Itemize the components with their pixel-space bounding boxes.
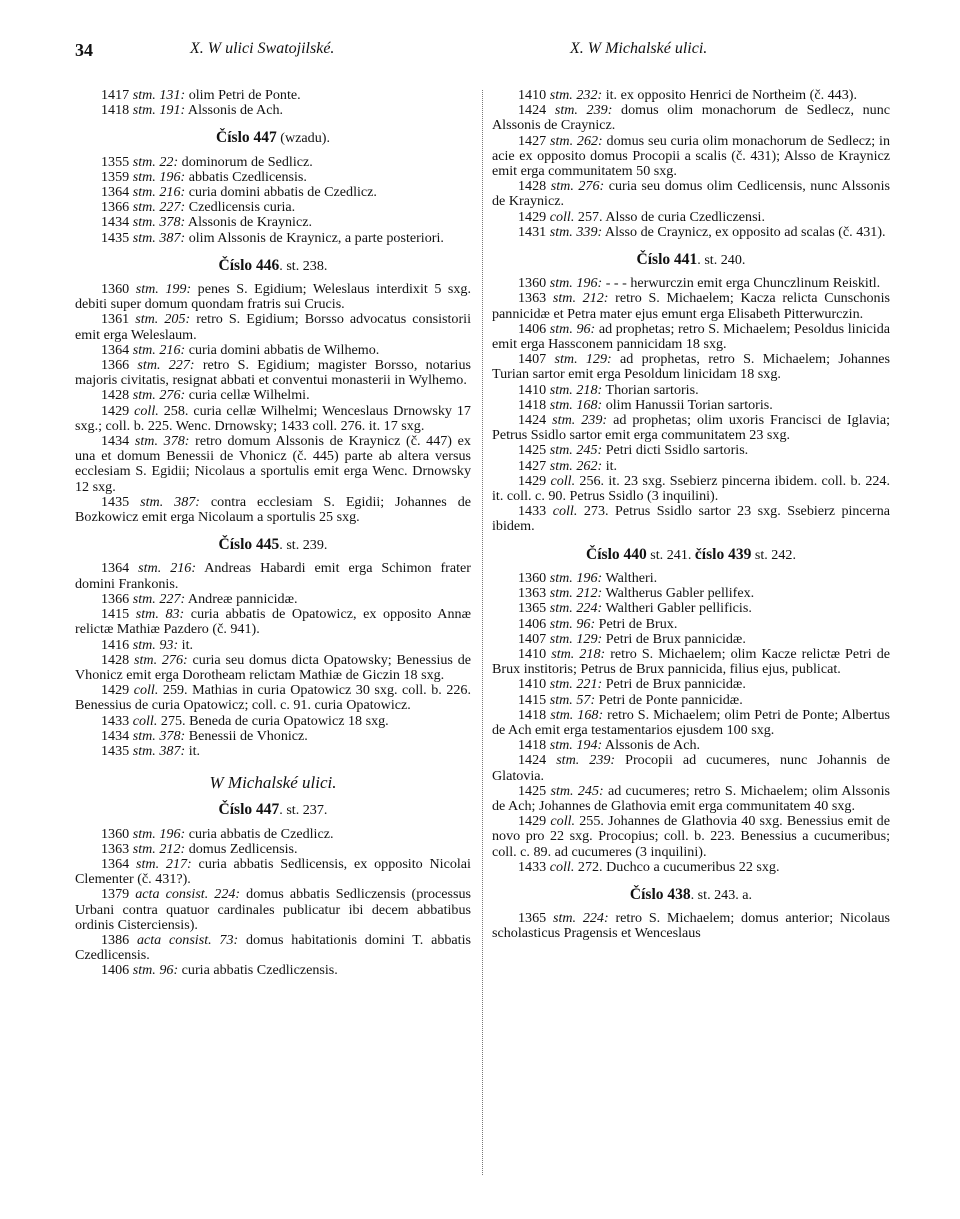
entry-text: retro S. Michaelem; olim Kacze relictæ Petri de Brux institoris; Petrus de Brux pannicida, filius ejus, publicat. — [492, 645, 890, 678]
entry — [75, 714, 471, 729]
section-441 — [492, 276, 890, 534]
entry-text: ad cucumeres; retro S. Michaelem; olim Alssonis de Ach; Johannes de Glathovia emit erga communitatem 40 sxg. — [492, 782, 890, 814]
entry-source: stm. 212: — [132, 840, 186, 857]
entry — [492, 860, 890, 875]
heading-number: Číslo 447 — [218, 801, 280, 819]
entry-text: 257. Alsso de curia Czedliczensi. — [574, 208, 765, 225]
entry — [75, 638, 471, 653]
entry-year: 1434 — [101, 727, 133, 744]
entry — [75, 434, 471, 495]
entry-source: stm. 216: — [132, 184, 186, 201]
entry — [75, 231, 471, 246]
entry-source: stm. 83: — [135, 606, 185, 623]
entry-source: stm. 196: — [549, 569, 603, 586]
section-heading — [75, 802, 471, 818]
entry-text: dominorum de Sedlicz. — [178, 153, 313, 170]
entry-year: 1429 — [101, 682, 134, 699]
entry-year: 1363 — [518, 585, 550, 602]
section-447 — [75, 827, 471, 979]
entry-source: stm. 387: — [132, 229, 186, 246]
entry-source: coll. — [549, 858, 575, 875]
entry-source: stm. 339: — [549, 223, 603, 240]
heading-rest: . st. 239. — [279, 537, 328, 554]
entry-year: 1410 — [518, 381, 550, 398]
entry-year: 1425 — [518, 442, 550, 459]
entry-source: stm. 194: — [549, 737, 603, 754]
entry — [75, 592, 471, 607]
entry-source: stm. 22: — [132, 153, 179, 170]
entry — [492, 708, 890, 738]
entry-source: stm. 239: — [552, 412, 608, 429]
entry-year: 1435 — [101, 742, 133, 759]
entry-text: penes S. Egidium; Weleslaus interdixit 5 sxg. debiti super domum quondam fratris sui Crucis. — [75, 281, 471, 313]
entry-year: 1416 — [101, 636, 133, 653]
entry-year: 1355 — [101, 153, 133, 170]
running-head-left: X. W ulici Swatojilské. — [190, 40, 335, 57]
entry — [75, 155, 471, 170]
entry-year: 1410 — [518, 87, 550, 103]
entry-text: Benessii de Vhonicz. — [185, 727, 308, 744]
entry — [75, 312, 471, 342]
entry-year: 1434 — [101, 433, 135, 450]
entry — [492, 322, 890, 352]
entry-source: stm. 276: — [133, 651, 188, 668]
entry-year: 1365 — [518, 600, 550, 617]
entry-year: 1433 — [518, 503, 553, 520]
entry-text: domus olim monachorum de Sedlecz, nunc Alssonis de Craynicz. — [492, 102, 891, 134]
section-438 — [492, 911, 890, 941]
entry-year: 1365 — [518, 910, 553, 927]
entry-text: curia seu domus dicta Opatowsky; Benessius de Vhonicz emit erga Dorotheam relictam Mathiæ de Giczin 18 sxg. — [75, 651, 471, 683]
entry-text: olim Hanussii Torian sartoris. — [602, 396, 773, 413]
entry-source: stm. 227: — [137, 357, 195, 374]
entry-source: stm. 168: — [549, 396, 603, 413]
section-heading — [492, 547, 890, 563]
entry-year: 1435 — [101, 229, 133, 246]
entry — [492, 103, 890, 133]
entry-year: 1428 — [101, 651, 134, 668]
entry-year: 1428 — [101, 387, 133, 404]
entry-source: stm. 212: — [549, 585, 603, 602]
entry-source: stm. 378: — [132, 727, 186, 744]
section-heading — [492, 252, 890, 268]
entry-text: Petri de Brux pannicidæ. — [602, 630, 746, 647]
section-446 — [75, 282, 471, 525]
running-head-right: X. W Michalské ulici. — [570, 40, 708, 57]
entry — [492, 134, 890, 180]
entry-year: 1433 — [518, 858, 550, 875]
entry-text: Alssonis de Ach. — [185, 102, 284, 119]
section-445 — [75, 561, 471, 759]
entry — [492, 459, 890, 474]
entry — [492, 693, 890, 708]
heading-number: Číslo 446 — [218, 256, 280, 274]
entry-text: Petri de Ponte pannicidæ. — [595, 691, 743, 708]
entry-source: coll. — [133, 682, 159, 699]
entry-source: stm. 217: — [136, 855, 192, 872]
heading-rest: st. 242. — [751, 546, 796, 563]
entry-text: curia abbatis de Czedlicz. — [185, 825, 334, 842]
entry — [75, 282, 471, 312]
right-column — [492, 88, 890, 942]
entry-text: Waltherus Gabler pellifex. — [602, 585, 755, 602]
entry-source: stm. 224: — [552, 910, 609, 927]
entry-text: contra ecclesiam S. Egidii; Johannes de Bozkowicz emit erga Nicolaum a sportulis 25 sxg. — [75, 493, 472, 526]
entry-text: ad prophetas; retro S. Michaelem; Pesoldus linicida emit erga Hassconem pannicidam 18 sxg. — [492, 320, 891, 353]
entry-text: domus Zedlicensis. — [185, 840, 298, 857]
entry-source: coll. — [550, 813, 576, 830]
entry-source: stm. 129: — [549, 630, 603, 647]
entry-source: stm. 239: — [556, 752, 616, 769]
entry-year: 1418 — [518, 706, 551, 723]
section-heading — [75, 537, 471, 553]
entry-text: 259. Mathias in curia Opatowicz 30 sxg. coll. b. 226. Benessius de curia Opatowicz; coll. c. 91. curia Opatowicz. — [75, 682, 471, 714]
entry-source: stm. 387: — [132, 742, 186, 759]
heading-number: Číslo 445 — [218, 536, 280, 554]
heading-number: Číslo 440 — [586, 545, 647, 563]
entry-year: 1429 — [518, 208, 550, 225]
entry — [492, 210, 890, 225]
entry — [75, 561, 471, 591]
entry-text: ad prophetas, retro S. Michaelem; Johannes Turian sartor emit erga Pesoldum linicidam 18 sxg. — [492, 351, 891, 383]
entry — [75, 185, 471, 200]
entry-year: 1418 — [101, 102, 133, 119]
entry — [492, 753, 890, 783]
entry-source: stm. 387: — [140, 493, 200, 510]
entry-source: stm. 262: — [550, 132, 603, 149]
entry-source: stm. 96: — [549, 615, 596, 632]
entry-source: stm. 239: — [554, 102, 613, 119]
entry-text: curia domini abbatis de Czedlicz. — [185, 184, 377, 201]
heading-mid: st. 241. — [646, 546, 695, 563]
entry-source: coll. — [132, 712, 158, 729]
entry-source: stm. 216: — [138, 560, 197, 577]
entry-text: Petri de Brux pannicidæ. — [602, 676, 746, 693]
entry-year: 1366 — [101, 590, 133, 607]
entry — [75, 887, 471, 933]
entry — [492, 677, 890, 692]
entry — [75, 404, 471, 434]
entry-text: Andreæ pannicidæ. — [185, 590, 298, 607]
entry-year: 1360 — [101, 825, 133, 842]
entry-year: 1429 — [518, 813, 551, 830]
heading-rest: (wzadu). — [276, 130, 330, 147]
entry — [75, 963, 471, 978]
entry-source: coll. — [134, 402, 159, 419]
entry-year: 1364 — [101, 341, 133, 358]
column-divider — [482, 90, 483, 1175]
street-heading: W Michalské ulici. — [209, 773, 337, 793]
section-intro-left — [75, 88, 471, 118]
entry-year: 1429 — [101, 402, 135, 419]
entry-year: 1431 — [518, 223, 550, 240]
entry — [492, 617, 890, 632]
entry — [492, 571, 890, 586]
entry-source: stm. 221: — [549, 676, 603, 693]
entry-text: Alssonis de Kraynicz. — [185, 214, 313, 231]
entry-text: retro S. Michaelem; domus anterior; Nicolaus scholasticus Pragensis et Wenceslaus — [492, 910, 891, 942]
entry-year: 1407 — [518, 630, 550, 647]
entry-text: Alsso de Craynicz, ex opposito ad scalas (č. 431). — [602, 223, 886, 240]
entry-source: acta consist. 73: — [136, 931, 239, 948]
entry-year: 1363 — [518, 290, 553, 307]
entry-text: 275. Beneda de curia Opatowicz 18 sxg. — [157, 712, 389, 729]
entry-year: 1434 — [101, 214, 133, 231]
heading-number: Číslo 438 — [629, 885, 691, 903]
entry — [492, 383, 890, 398]
entry-year: 1415 — [518, 691, 550, 708]
entry-year: 1364 — [101, 855, 136, 872]
entry-source: stm. 227: — [132, 590, 186, 607]
entry — [75, 215, 471, 230]
entry — [75, 607, 471, 637]
entry-text: 258. curia cellæ Wilhelmi; Wenceslaus Drnowsky 17 sxg.; coll. b. 225. Wenc. Drnowsky; 1433 coll. 276. it. 17 sxg. — [75, 402, 471, 434]
entry — [492, 398, 890, 413]
entry-text: abbatis Czedlicensis. — [185, 168, 307, 185]
entry-source: stm. 245: — [549, 442, 603, 459]
entry-source: stm. 218: — [549, 381, 603, 398]
entry-text: retro S. Michaelem; Kacza relicta Cunschonis pannicidæ et Petra mater ejus emunt erga Elisabeth Pitterwurczin. — [492, 290, 891, 322]
entry-year: 1433 — [101, 712, 133, 729]
entry-text: Waltheri Gabler pellificis. — [602, 600, 752, 617]
entry — [75, 495, 471, 525]
entry-text: it. — [178, 636, 194, 653]
entry-text: 256. it. 23 sxg. Ssebierz pincerna ibidem. coll. b. 224. it. coll. c. 90. Petrus Ssidlo (3 inquilini). — [492, 472, 890, 505]
entry-text: it. ex opposito Henrici de Northeim (č. 443). — [602, 87, 857, 103]
entry-year: 1407 — [518, 351, 555, 368]
entry-text: Alssonis de Ach. — [602, 737, 701, 754]
section-447-wzadu — [75, 155, 471, 246]
entry-year: 1361 — [101, 311, 136, 328]
entry-source: stm. 378: — [134, 433, 190, 450]
entry — [75, 683, 471, 713]
entry-year: 1366 — [101, 199, 133, 216]
entry-source: coll. — [549, 208, 575, 225]
entry-year: 1417 — [101, 87, 133, 103]
entry-text: retro S. Egidium; magister Borsso, notarius majoris civitatis, resignat abbati et conventui monasterii in Wylhemo. — [75, 357, 471, 389]
entry-source: stm. 96: — [132, 962, 179, 979]
entry-source: stm. 196: — [549, 275, 603, 292]
heading-number: Číslo 441 — [636, 251, 698, 269]
entry-text: retro S. Michaelem; olim Petri de Ponte; Albertus de Ach emit erga testamentarios ejusdem 100 sxg. — [492, 706, 890, 738]
entry-year: 1360 — [518, 569, 550, 586]
entry — [492, 179, 890, 209]
entry-text: curia domini abbatis de Wilhemo. — [185, 341, 380, 358]
entry-year: 1425 — [518, 782, 551, 799]
entry-source: stm. 199: — [135, 281, 192, 298]
entry — [75, 653, 471, 683]
heading-number-2: číslo 439 — [694, 545, 752, 563]
entry — [492, 738, 890, 753]
entry — [75, 170, 471, 185]
entry — [492, 443, 890, 458]
entry-text: Petri dicti Ssidlo sartoris. — [602, 442, 749, 459]
heading-rest: . st. 240. — [697, 252, 746, 269]
entry-year: 1429 — [518, 472, 551, 489]
entry-text: Thorian sartoris. — [602, 381, 699, 398]
entry-source: stm. 212: — [552, 290, 609, 307]
entry-year: 1379 — [101, 886, 136, 903]
entry-text: curia abbatis de Opatowicz, ex opposito Annæ relictæ Mathiæ Pazdero (č. 941). — [75, 606, 471, 638]
entry — [75, 343, 471, 358]
entry-year: 1418 — [518, 396, 550, 413]
entry-text: olim Alssonis de Kraynicz, a parte posteriori. — [185, 229, 444, 246]
entry-source: stm. 129: — [554, 351, 612, 368]
entry-text: Procopii ad cucumeres, nunc Johannis de Glatovia. — [492, 752, 890, 784]
entry-year: 1360 — [101, 281, 136, 298]
entry-source: stm. 218: — [551, 645, 606, 662]
entry — [492, 601, 890, 616]
entry-source: coll. — [550, 472, 576, 489]
entry-year: 1424 — [518, 102, 555, 119]
entry — [492, 88, 890, 103]
entry — [75, 200, 471, 215]
entry-text: it. — [185, 742, 201, 759]
entry-source: stm. 232: — [549, 87, 603, 103]
section-heading — [492, 887, 890, 903]
entry — [75, 88, 471, 103]
section-intro-right — [492, 88, 890, 240]
entry-source: stm. 378: — [132, 214, 186, 231]
entry-year: 1410 — [518, 676, 550, 693]
entry-text: 273. Petrus Ssidlo sartor 23 sxg. Ssebierz pincerna ibidem. — [492, 503, 890, 535]
entry-year: 1366 — [101, 357, 138, 374]
entry — [75, 842, 471, 857]
entry-source: stm. 196: — [132, 168, 186, 185]
entry-text: 272. Duchco a cucumeribus 22 sxg. — [574, 858, 780, 875]
entry — [492, 504, 890, 534]
entry — [75, 729, 471, 744]
page-number: 34 — [75, 40, 93, 60]
section-heading — [75, 258, 471, 274]
entry — [75, 857, 471, 887]
entry-text: curia abbatis Czedliczensis. — [178, 962, 338, 979]
entry — [492, 647, 890, 677]
entry-year: 1424 — [518, 412, 553, 429]
entry-source: stm. 196: — [132, 825, 186, 842]
entry-text: domus abbatis Sedliczensis (processus Urbani contra quatuor cardinales publicatur ibi decem abbatibus ordinis Cisterciensis). — [75, 886, 471, 933]
entry-source: stm. 191: — [132, 102, 186, 119]
entry-source: stm. 131: — [132, 87, 186, 103]
entry-source: acta consist. 224: — [135, 886, 241, 903]
entry — [492, 632, 890, 647]
entry-year: 1415 — [101, 606, 136, 623]
entry-year: 1364 — [101, 560, 139, 577]
entry — [492, 911, 890, 941]
entry-text: curia cellæ Wilhelmi. — [185, 387, 310, 404]
entry — [492, 276, 890, 291]
entry-source: stm. 227: — [132, 199, 186, 216]
entry-text: domus seu curia olim monachorum de Sedlecz; in acie ex opposito domus Procopii a scalis (č. 431); Alsso de Kraynicz emit erga communitatem 50 sxg. — [492, 132, 890, 180]
entry — [492, 352, 890, 382]
entry-text: curia abbatis Sedlicensis, ex opposito Nicolai Clementer (č. 431?). — [75, 855, 471, 888]
entry-year: 1406 — [101, 962, 133, 979]
entry-source: stm. 276: — [132, 387, 186, 404]
entry-year: 1427 — [518, 457, 550, 474]
entry — [75, 388, 471, 403]
entry-year: 1428 — [518, 178, 551, 195]
entry-year: 1435 — [101, 493, 141, 510]
entry-source: stm. 93: — [132, 636, 179, 653]
entry-source: stm. 245: — [550, 782, 604, 799]
entry-source: stm. 96: — [549, 320, 596, 337]
entry-text: Andreas Habardi emit erga Schimon frater domini Frankonis. — [75, 560, 471, 592]
entry-year: 1364 — [101, 184, 133, 201]
entry-year: 1418 — [518, 737, 550, 754]
entry-text: domus habitationis domini T. abbatis Czedlicensis. — [75, 931, 471, 964]
entry — [75, 827, 471, 842]
entry — [492, 474, 890, 504]
entry-source: stm. 168: — [550, 706, 604, 723]
entry-text: it. — [602, 457, 618, 474]
entry — [75, 744, 471, 759]
entry-year: 1359 — [101, 168, 133, 185]
entry-source: stm. 224: — [549, 600, 603, 617]
entry — [75, 358, 471, 388]
heading-rest: . st. 238. — [279, 257, 328, 274]
entry-source: stm. 216: — [132, 341, 186, 358]
section-440-439 — [492, 571, 890, 875]
entry — [75, 103, 471, 118]
entry-year: 1410 — [518, 645, 552, 662]
entry — [492, 586, 890, 601]
entry-source: stm. 276: — [550, 178, 605, 195]
entry-source: coll. — [552, 503, 578, 520]
entry — [492, 814, 890, 860]
entry — [492, 413, 890, 443]
entry-text: curia seu domus olim Cedlicensis, nunc Alssonis de Kraynicz. — [492, 178, 890, 210]
entry — [75, 933, 471, 963]
heading-rest: . st. 237. — [279, 802, 328, 819]
left-column — [75, 88, 471, 979]
entry-year: 1360 — [518, 275, 550, 292]
entry-text: retro S. Egidium; Borsso advocatus consistorii emit erga Weleslaum. — [75, 311, 471, 343]
entry — [492, 784, 890, 814]
entry-source: stm. 262: — [549, 457, 603, 474]
entry-text: retro domum Alssonis de Kraynicz (č. 447) ex una et domum Benessii de Vhonicz (č. 445) parte ab altera versus ecclesiam S. Egidii; Nicolaus a sportulis emit erga Wenc. Drnowsky 12 sxg. — [75, 433, 471, 495]
entry-text: Czedlicensis curia. — [185, 199, 296, 216]
entry-text: Petri de Brux. — [595, 615, 678, 632]
entry-text: - - - herwurczin emit erga Chunczlinum Reiskitl. — [602, 275, 881, 292]
entry-text: Waltheri. — [602, 569, 658, 586]
entry-year: 1363 — [101, 840, 133, 857]
heading-rest: . st. 243. a. — [690, 886, 753, 903]
entry-text: ad prophetas; olim uxoris Francisci de Iglavia; Petrus Ssidlo sartor emit erga communitatem 23 sxg. — [492, 412, 890, 444]
entry-year: 1427 — [518, 132, 550, 149]
entry — [492, 291, 890, 321]
entry-source: stm. 205: — [135, 311, 191, 328]
entry-text: olim Petri de Ponte. — [185, 87, 301, 103]
entry — [492, 225, 890, 240]
entry-text: 255. Johannes de Glathovia 40 sxg. Benessius emit de novo pro 22 sxg. Procopius; coll. b. 223. Benessius a cucumeribus; coll. c. 89. ad cucumeres (3 inquilini). — [492, 813, 890, 860]
entry-year: 1424 — [518, 752, 557, 769]
heading-number: Číslo 447 — [216, 129, 277, 147]
entry-source: stm. 57: — [549, 691, 596, 708]
page-header — [0, 0, 960, 70]
section-heading — [75, 130, 471, 146]
entry-year: 1406 — [518, 615, 550, 632]
entry-year: 1406 — [518, 320, 550, 337]
entry-year: 1386 — [101, 931, 137, 948]
